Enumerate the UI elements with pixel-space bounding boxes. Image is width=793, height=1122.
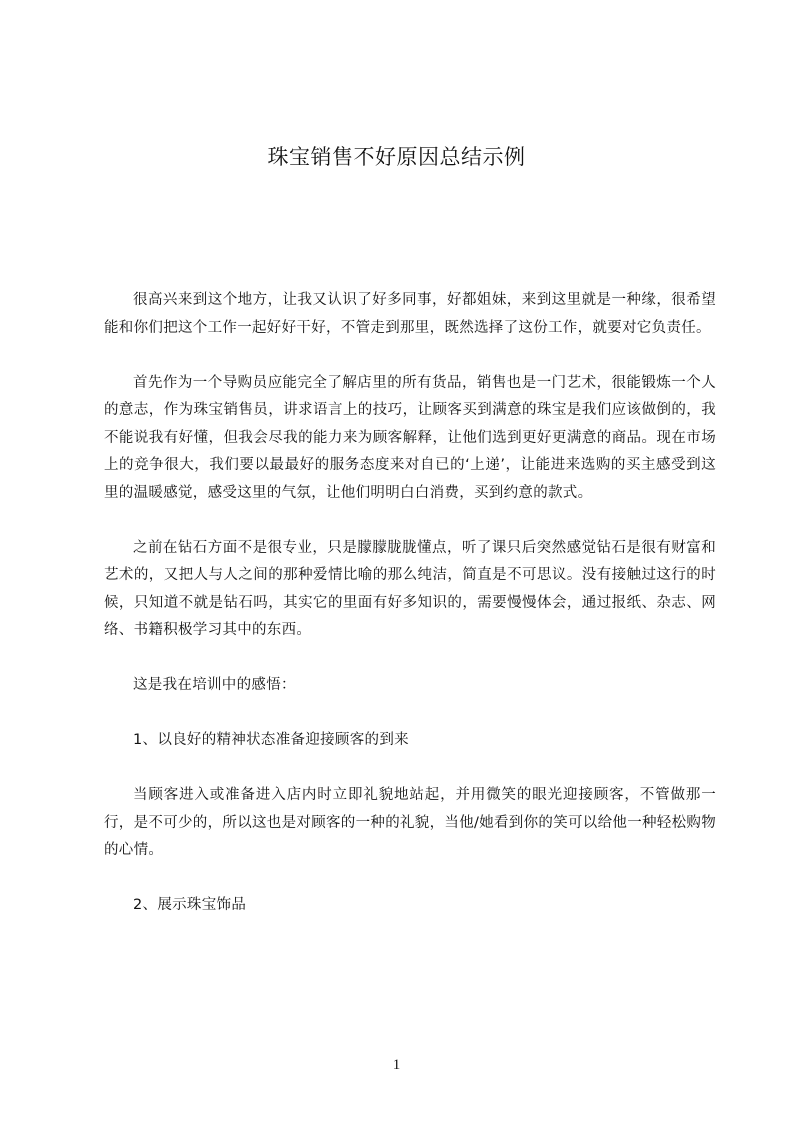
paragraph-sales-skills: 首先作为一个导购员应能完全了解店里的所有货品，销售也是一门艺术，很能锻炼一个人的意志，作为珠宝销售员，讲求语言上的技巧，让顾客买到满意的珠宝是我们应该做倒的，我不能说我有好懂，但我会尽我的能力来为顾客解释，让他们选到更好更满意的商品。现在市场上的竞争很大，我们要以最最好的服务态度来对自已的‘上递’，让能进来选购的买主感受到这里的温暖感觉，感受这里的气氛，让他们明明白白消费，买到约意的款式。 [104,374,716,501]
section-heading-2: 2、展示珠宝饰品 [133,897,247,913]
paragraph-training-insights: 这是我在培训中的感悟： [133,677,296,693]
paragraph-intro: 很高兴来到这个地方，让我又认识了好多同事，好都姐妹，来到这里就是一种缘，很希望能和你们把这个工作一起好好干好，不管走到那里，既然选择了这份工作，就要对它负责任。 [104,292,716,336]
document-body [104,287,716,920]
page-number: 1 [392,1057,401,1073]
section-heading-1: 1、以良好的精神状态准备迎接顾客的到来 [133,732,409,748]
paragraph-greeting-customers: 当顾客进入或准备进入店内时立即礼貌地站起，并用微笑的眼光迎接顾客，不管做那一行，是不可少的，所以这也是对顾客的一种的礼貌，当他/她看到你的笑可以给他一种轻松购物的心情。 [104,787,716,858]
paragraph-diamond-knowledge: 之前在钻石方面不是很专业，只是朦朦胧胧懂点，听了课只后突然感觉钻石是很有财富和艺术的，又把人与人之间的那种爱情比喻的那么纯洁，简直是不可思议。没有接触过这行的时候，只知道不就是钻石吗，其实它的里面有好多知识的，需要慢慢体会，通过报纸、杂志、网络、书籍积极学习其中的东西。 [104,539,716,638]
document-title: 珠宝销售不好原因总结示例 [267,145,526,169]
